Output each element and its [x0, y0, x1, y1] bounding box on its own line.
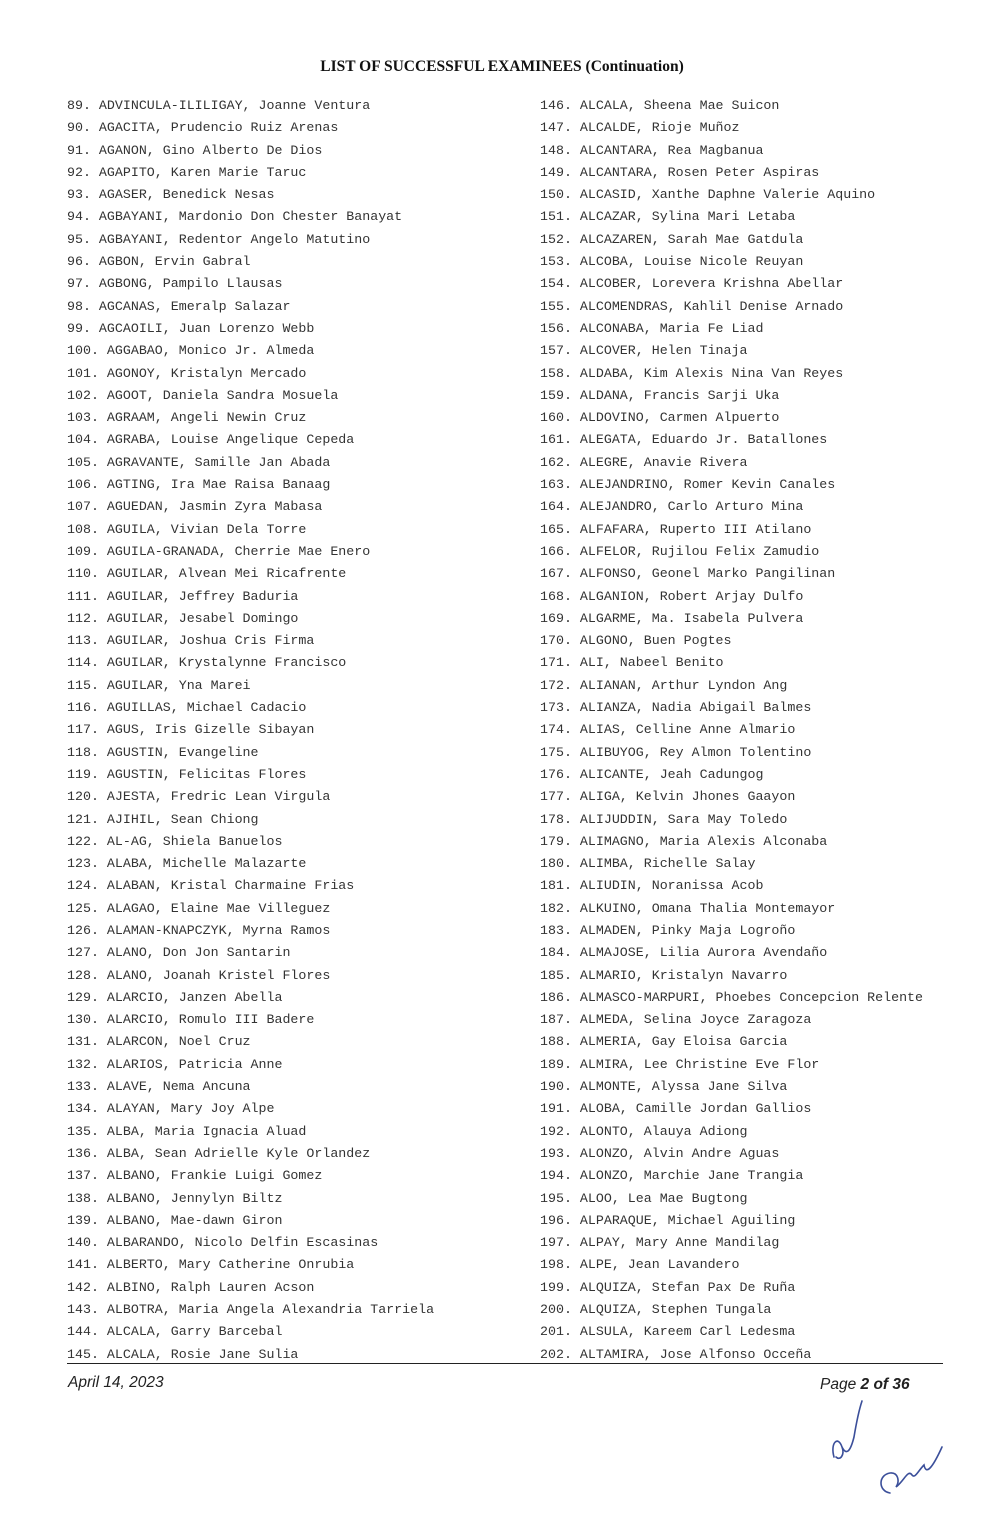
examinee-entry: 143. ALBOTRA, Maria Angela Alexandria Tarriela [67, 1302, 435, 1318]
examinee-entry: 200. ALQUIZA, Stephen Tungala [540, 1302, 772, 1318]
examinee-entry: 156. ALCONABA, Maria Fe Liad [540, 320, 764, 336]
page-total: 36 [892, 1376, 910, 1393]
examinee-entry: 120. AJESTA, Fredric Lean Virgula [67, 789, 331, 805]
examinee-entry: 179. ALIMAGNO, Maria Alexis Alconaba [540, 833, 828, 849]
examinee-entry: 135. ALBA, Maria Ignacia Aluad [67, 1123, 307, 1139]
examinee-entry: 112. AGUILAR, Jesabel Domingo [67, 610, 299, 626]
examinee-entry: 161. ALEGATA, Eduardo Jr. Batallones [540, 432, 828, 448]
examinee-entry: 103. AGRAAM, Angeli Newin Cruz [67, 410, 307, 426]
examinee-entry: 152. ALCAZAREN, Sarah Mae Gatdula [540, 231, 804, 247]
footer-date: April 14, 2023 [68, 1374, 164, 1391]
examinee-entry: 171. ALI, Nabeel Benito [540, 655, 724, 671]
examinee-entry: 131. ALARCON, Noel Cruz [67, 1034, 251, 1050]
examinee-entry: 186. ALMASCO-MARPURI, Phoebes Concepcion Relente [540, 989, 924, 1005]
examinee-entry: 166. ALFELOR, Rujilou Felix Zamudio [540, 543, 820, 559]
examinee-entry: 121. AJIHIL, Sean Chiong [67, 811, 259, 827]
examinee-entry: 189. ALMIRA, Lee Christine Eve Flor [540, 1056, 820, 1072]
footer-divider [67, 1363, 943, 1364]
examinee-entry: 151. ALCAZAR, Sylina Mari Letaba [540, 209, 796, 225]
examinee-entry: 194. ALONZO, Marchie Jane Trangia [540, 1168, 804, 1184]
examinee-entry: 185. ALMARIO, Kristalyn Navarro [540, 967, 788, 983]
examinee-entry: 125. ALAGAO, Elaine Mae Villeguez [67, 900, 331, 916]
examinee-entry: 96. AGBON, Ervin Gabral [67, 254, 251, 270]
examinee-entry: 133. ALAVE, Nema Ancuna [67, 1079, 251, 1095]
examinee-entry: 164. ALEJANDRO, Carlo Arturo Mina [540, 499, 804, 515]
examinee-entry: 141. ALBERTO, Mary Catherine Onrubia [67, 1257, 355, 1273]
examinee-entry: 114. AGUILAR, Krystalynne Francisco [67, 655, 347, 671]
examinee-entry: 127. ALANO, Don Jon Santarin [67, 945, 291, 961]
examinee-entry: 180. ALIMBA, Richelle Salay [540, 856, 756, 872]
examinee-entry: 92. AGAPITO, Karen Marie Taruc [67, 164, 307, 180]
examinee-entry: 146. ALCALA, Sheena Mae Suicon [540, 98, 780, 113]
examinee-entry: 117. AGUS, Iris Gizelle Sibayan [67, 722, 315, 738]
examinee-entry: 132. ALARIOS, Patricia Anne [67, 1056, 283, 1072]
examinee-entry: 138. ALBANO, Jennylyn Biltz [67, 1190, 283, 1206]
examinee-entry: 163. ALEJANDRINO, Romer Kevin Canales [540, 477, 836, 493]
examinee-entry: 94. AGBAYANI, Mardonio Don Chester Banayat [67, 209, 403, 225]
examinee-entry: 170. ALGONO, Buen Pogtes [540, 633, 732, 649]
examinee-entry: 198. ALPE, Jean Lavandero [540, 1257, 740, 1273]
examinee-entry: 191. ALOBA, Camille Jordan Gallios [540, 1101, 812, 1117]
examinee-entry: 105. AGRAVANTE, Samille Jan Abada [67, 454, 331, 470]
examinee-entry: 199. ALQUIZA, Stefan Pax De Ruña [540, 1279, 796, 1295]
page-label: Page [820, 1376, 857, 1393]
examinee-entry: 109. AGUILA-GRANADA, Cherrie Mae Enero [67, 543, 371, 559]
examinee-entry: 145. ALCALA, Rosie Jane Sulia [67, 1346, 299, 1362]
examinee-entry: 98. AGCANAS, Emeralp Salazar [67, 298, 291, 314]
examinee-entry: 154. ALCOBER, Lorevera Krishna Abellar [540, 276, 844, 292]
examinee-entry: 97. AGBONG, Pampilo Llausas [67, 276, 283, 292]
examinee-entry: 104. AGRABA, Louise Angelique Cepeda [67, 432, 355, 448]
page-title: LIST OF SUCCESSFUL EXAMINEES (Continuation) [320, 58, 684, 75]
examinee-entry: 95. AGBAYANI, Redentor Angelo Matutino [67, 231, 371, 247]
examinee-entry: 124. ALABAN, Kristal Charmaine Frias [67, 878, 355, 894]
examinee-entry: 174. ALIAS, Celline Anne Almario [540, 722, 796, 738]
examinee-entry: 196. ALPARAQUE, Michael Aguiling [540, 1212, 796, 1228]
examinee-entry: 119. AGUSTIN, Felicitas Flores [67, 766, 307, 782]
examinee-entry: 193. ALONZO, Alvin Andre Aguas [540, 1145, 780, 1161]
examinee-entry: 113. AGUILAR, Joshua Cris Firma [67, 633, 315, 649]
page-of: of [873, 1376, 889, 1393]
examinee-entry: 158. ALDABA, Kim Alexis Nina Van Reyes [540, 365, 844, 381]
examinee-list-right [540, 95, 923, 1366]
examinee-entry: 173. ALIANZA, Nadia Abigail Balmes [540, 700, 812, 716]
examinee-entry: 165. ALFAFARA, Ruperto III Atilano [540, 521, 812, 537]
examinee-entry: 160. ALDOVINO, Carmen Alpuerto [540, 410, 780, 426]
examinee-entry: 175. ALIBUYOG, Rey Almon Tolentino [540, 744, 812, 760]
examinee-list-left [67, 95, 434, 1366]
examinee-entry: 140. ALBARANDO, Nicolo Delfin Escasinas [67, 1235, 379, 1251]
examinee-entry: 99. AGCAOILI, Juan Lorenzo Webb [67, 320, 315, 336]
examinee-entry: 187. ALMEDA, Selina Joyce Zaragoza [540, 1012, 812, 1028]
examinee-entry: 115. AGUILAR, Yna Marei [67, 677, 251, 693]
examinee-entry: 192. ALONTO, Alauya Adiong [540, 1123, 748, 1139]
examinee-entry: 122. AL-AG, Shiela Banuelos [67, 833, 283, 849]
examinee-entry: 108. AGUILA, Vivian Dela Torre [67, 521, 307, 537]
examinee-entry: 157. ALCOVER, Helen Tinaja [540, 343, 748, 359]
examinee-entry: 172. ALIANAN, Arthur Lyndon Ang [540, 677, 788, 693]
examinee-entry: 167. ALFONSO, Geonel Marko Pangilinan [540, 566, 836, 582]
examinee-entry: 183. ALMADEN, Pinky Maja Logroño [540, 922, 796, 938]
examinee-entry: 147. ALCALDE, Rioje Muñoz [540, 120, 740, 136]
examinee-entry: 148. ALCANTARA, Rea Magbanua [540, 142, 764, 158]
examinee-entry: 142. ALBINO, Ralph Lauren Acson [67, 1279, 315, 1295]
examinee-entry: 134. ALAYAN, Mary Joy Alpe [67, 1101, 275, 1117]
examinee-entry: 139. ALBANO, Mae-dawn Giron [67, 1212, 283, 1228]
examinee-entry: 102. AGOOT, Daniela Sandra Mosuela [67, 387, 339, 403]
examinee-entry: 91. AGANON, Gino Alberto De Dios [67, 142, 323, 158]
examinee-entry: 177. ALIGA, Kelvin Jhones Gaayon [540, 789, 796, 805]
examinee-entry: 201. ALSULA, Kareem Carl Ledesma [540, 1324, 796, 1340]
examinee-entry: 197. ALPAY, Mary Anne Mandilag [540, 1235, 780, 1251]
footer-page-number [820, 1376, 910, 1394]
examinee-entry: 137. ALBANO, Frankie Luigi Gomez [67, 1168, 323, 1184]
examinee-entry: 93. AGASER, Benedick Nesas [67, 187, 275, 203]
examinee-entry: 128. ALANO, Joanah Kristel Flores [67, 967, 331, 983]
examinee-entry: 190. ALMONTE, Alyssa Jane Silva [540, 1079, 788, 1095]
examinee-entry: 136. ALBA, Sean Adrielle Kyle Orlandez [67, 1145, 371, 1161]
examinee-entry: 90. AGACITA, Prudencio Ruiz Arenas [67, 120, 339, 136]
examinee-entry: 162. ALEGRE, Anavie Rivera [540, 454, 748, 470]
examinee-entry: 184. ALMAJOSE, Lilia Aurora Avendaño [540, 945, 828, 961]
examinee-entry: 107. AGUEDAN, Jasmin Zyra Mabasa [67, 499, 323, 515]
examinee-entry: 101. AGONOY, Kristalyn Mercado [67, 365, 307, 381]
examinee-entry: 110. AGUILAR, Alvean Mei Ricafrente [67, 566, 347, 582]
examinee-entry: 106. AGTING, Ira Mae Raisa Banaag [67, 477, 331, 493]
examinee-entry: 144. ALCALA, Garry Barcebal [67, 1324, 283, 1340]
examinee-entry: 182. ALKUINO, Omana Thalia Montemayor [540, 900, 836, 916]
examinee-entry: 89. ADVINCULA-ILILIGAY, Joanne Ventura [67, 98, 371, 113]
examinee-entry: 111. AGUILAR, Jeffrey Baduria [67, 588, 299, 604]
examinee-entry: 178. ALIJUDDIN, Sara May Toledo [540, 811, 788, 827]
handwritten-initials-signature [820, 1395, 960, 1505]
page-current: 2 [860, 1376, 870, 1393]
examinee-entry: 130. ALARCIO, Romulo III Badere [67, 1012, 315, 1028]
examinee-entry: 168. ALGANION, Robert Arjay Dulfo [540, 588, 804, 604]
examinee-entry: 202. ALTAMIRA, Jose Alfonso Occeña [540, 1346, 812, 1362]
examinee-entry: 169. ALGARME, Ma. Isabela Pulvera [540, 610, 804, 626]
examinee-entry: 188. ALMERIA, Gay Eloisa Garcia [540, 1034, 788, 1050]
examinee-entry: 150. ALCASID, Xanthe Daphne Valerie Aquino [540, 187, 876, 203]
examinee-entry: 181. ALIUDIN, Noranissa Acob [540, 878, 764, 894]
examinee-entry: 195. ALOO, Lea Mae Bugtong [540, 1190, 748, 1206]
examinee-entry: 153. ALCOBA, Louise Nicole Reuyan [540, 254, 804, 270]
examinee-entry: 159. ALDANA, Francis Sarji Uka [540, 387, 780, 403]
examinee-entry: 118. AGUSTIN, Evangeline [67, 744, 259, 760]
examinee-entry: 126. ALAMAN-KNAPCZYK, Myrna Ramos [67, 922, 331, 938]
examinee-entry: 176. ALICANTE, Jeah Cadungog [540, 766, 764, 782]
examinee-entry: 155. ALCOMENDRAS, Kahlil Denise Arnado [540, 298, 844, 314]
examinee-entry: 116. AGUILLAS, Michael Cadacio [67, 700, 307, 716]
examinee-entry: 123. ALABA, Michelle Malazarte [67, 856, 307, 872]
examinee-entry: 129. ALARCIO, Janzen Abella [67, 989, 283, 1005]
examinee-entry: 149. ALCANTARA, Rosen Peter Aspiras [540, 164, 820, 180]
examinee-entry: 100. AGGABAO, Monico Jr. Almeda [67, 343, 315, 359]
